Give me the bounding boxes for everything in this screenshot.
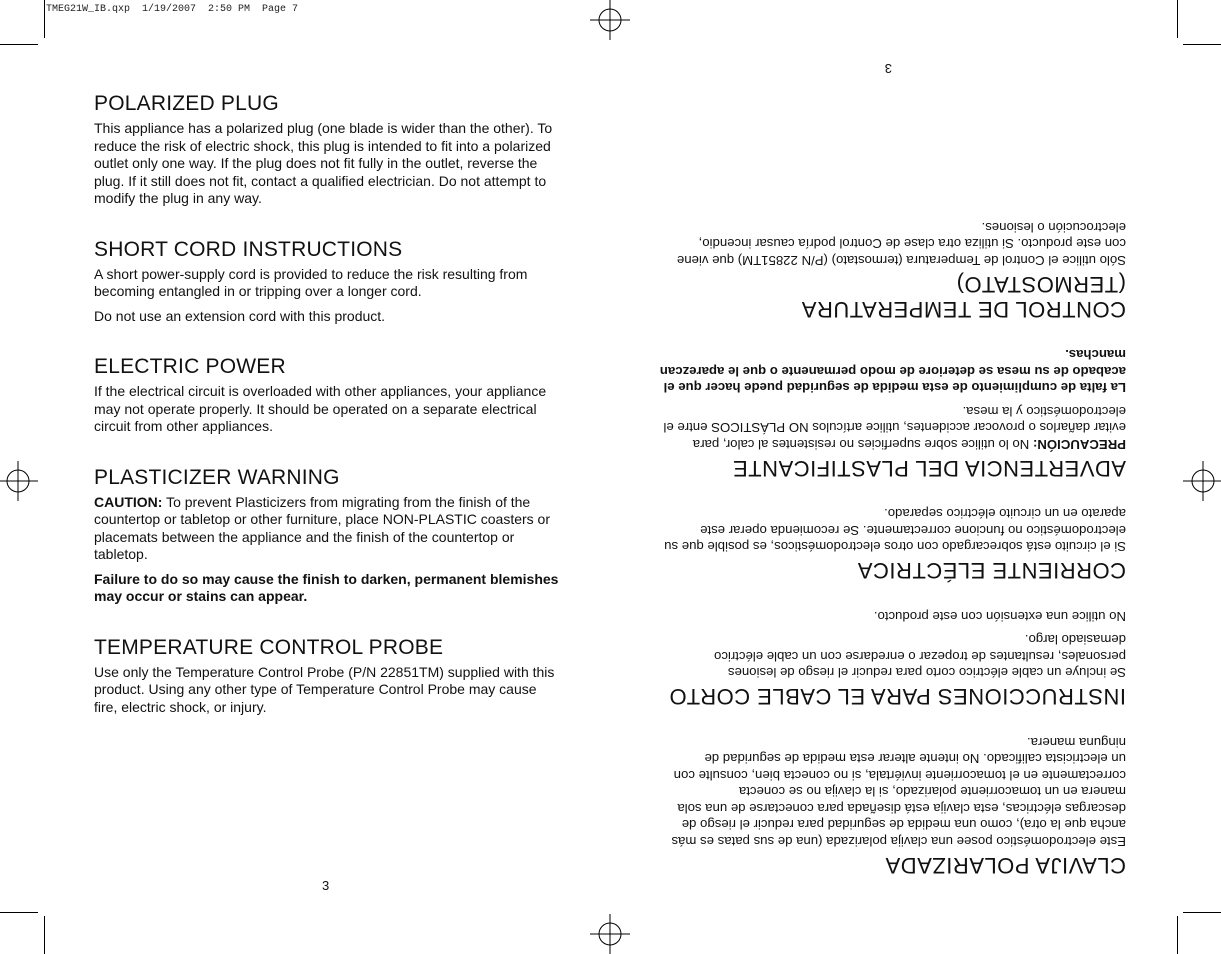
section-title: TEMPERATURE CONTROL PROBE [94,635,444,659]
section-control-temperatura [658,219,1126,323]
spanish-page [640,58,1140,878]
printer-slug: TMEG21W_IB.qxp 1/19/2007 2:50 PM Page 7 [46,4,299,15]
section-text: Si el circuito está sobrecargado con otros electrodomésticos, es posible que su electrodoméstico no funcione correctamente. Se recomienda operar este aparato en un circuito eléctrico separado. [664,506,1126,555]
crop-mark [1177,916,1178,954]
section-text [94,494,562,564]
section-text: A short power-supply cord is provided to reduce the risk resulting from becoming entangled in or tripping over a longer cord. [94,265,528,299]
crop-mark [0,912,38,913]
caution-text: To prevent Plasticizers from migrating from the finish of the countertop or tabletop or other furniture, place NON-PLASTIC coasters or placemats between the appliance and the finish of the countertop or tabletop. [94,493,550,562]
section-temperature-probe [94,636,562,717]
section-text: Sólo utilice el Control de Temperatura (termostato) (P/N 22851TM) que viene con este producto. Si utiliza otra clase de Control podría causar incendio, electrocución o lesiones. [676,220,1126,268]
registration-mark-top [590,0,630,40]
english-page-number: 3 [322,878,330,893]
crop-mark [1183,912,1221,913]
section-title: INSTRUCCIONES PARA EL CABLE CORTO [668,684,1126,710]
english-page [94,92,562,746]
section-text [658,403,1126,453]
section-corriente-electrica [658,505,1126,584]
section-text: Use only the Temperature Control Probe (P/N 22851TM) supplied with this product. Using any other type of Temperature Control Probe may cause fire, electric shock, or injury. [94,663,555,715]
spanish-column [658,195,1126,879]
section-plasticizer-warning [94,466,562,606]
section-cable-corto [658,608,1126,710]
section-title: ADVERTENCIA DEL PLASTIFICANTE [732,456,1126,481]
caution-label: CAUTION: [94,493,163,510]
registration-mark-left [0,461,38,501]
crop-mark [44,0,45,38]
section-title: CLAVIJA POLARIZADA [885,853,1126,878]
section-title: CORRIENTE ELÉCTRICA [857,558,1126,584]
section-short-cord [94,238,562,326]
section-plastificante [658,346,1126,481]
registration-mark-bottom [590,914,630,954]
section-polarized-plug [94,92,562,208]
caution-text: No lo utilice sobre superficies no resistentes al calor, para evitar dañarlos o provocar accidentes, utilice artículos NO PLÁSTICOS entre el electrodoméstico y la mesa. [663,404,1126,452]
section-text: Se incluye un cable eléctrico corto para reducir el riesgo de lesiones personales, resultantes de tropezar o enredarse con un cable eléctrico demasiado largo. [714,632,1126,681]
section-clavija-polarizada [658,734,1126,879]
section-text: This appliance has a polarized plug (one blade is wider than the other). To reduce the risk of electric shock, this plug is intended to fit into a polarized outlet only one way. If the plug does not fit fully in the outlet, reverse the plug. If it still does not fit, contact a qualified electrician. Do not attempt to modify the plug in any way. [94,120,553,206]
section-text: If the electrical circuit is overloaded with other appliances, your appliance may not operate properly. It should be operated on a separate electrical circuit from other appliances. [94,383,547,434]
section-text: Do not use an extension cord with this product. [94,307,386,324]
spanish-page-number: 3 [884,61,892,76]
section-title: CONTROL DE TEMPERATURA (TERMOSTATO) [802,272,1126,322]
warning-bold-text: Failure to do so may cause the finish to darken, permanent blemishes may occur or stains can appear. [94,570,559,604]
crop-mark [1183,44,1221,45]
caution-label: PRECAUCIÓN: [1032,437,1126,452]
section-text: Este electrodoméstico posee una clavija polarizada (una de sus patas es más ancha que la otra), como una medida de seguridad para reducir el riesgo de descargas eléctricas, esta clavija está diseñada para conectarse de una sola manera en un tomacorriente polarizado, si la clavija no se conecta correctamente en el tomacorriente inviértala, si no conecta bien, consulte con un electricista calificado. No intente alterar esta medida de seguridad de ninguna manera. [671,735,1126,849]
crop-mark [44,916,45,954]
crop-mark [1177,0,1178,38]
section-text: No utilice una extensión con este producto. [873,609,1126,624]
section-title: SHORT CORD INSTRUCTIONS [94,237,403,261]
warning-bold-text: La falta de cumplimiento de esta medida de seguridad puede hacer que el acabado de su mesa se deteriore de modo permanente o que le aparezcan manchas. [659,347,1126,396]
section-title: ELECTRIC POWER [94,355,286,378]
section-title: POLARIZED PLUG [94,92,279,115]
section-title: PLASTICIZER WARNING [94,465,340,489]
section-electric-power [94,355,562,436]
registration-mark-right [1183,461,1221,501]
crop-mark [0,44,38,45]
